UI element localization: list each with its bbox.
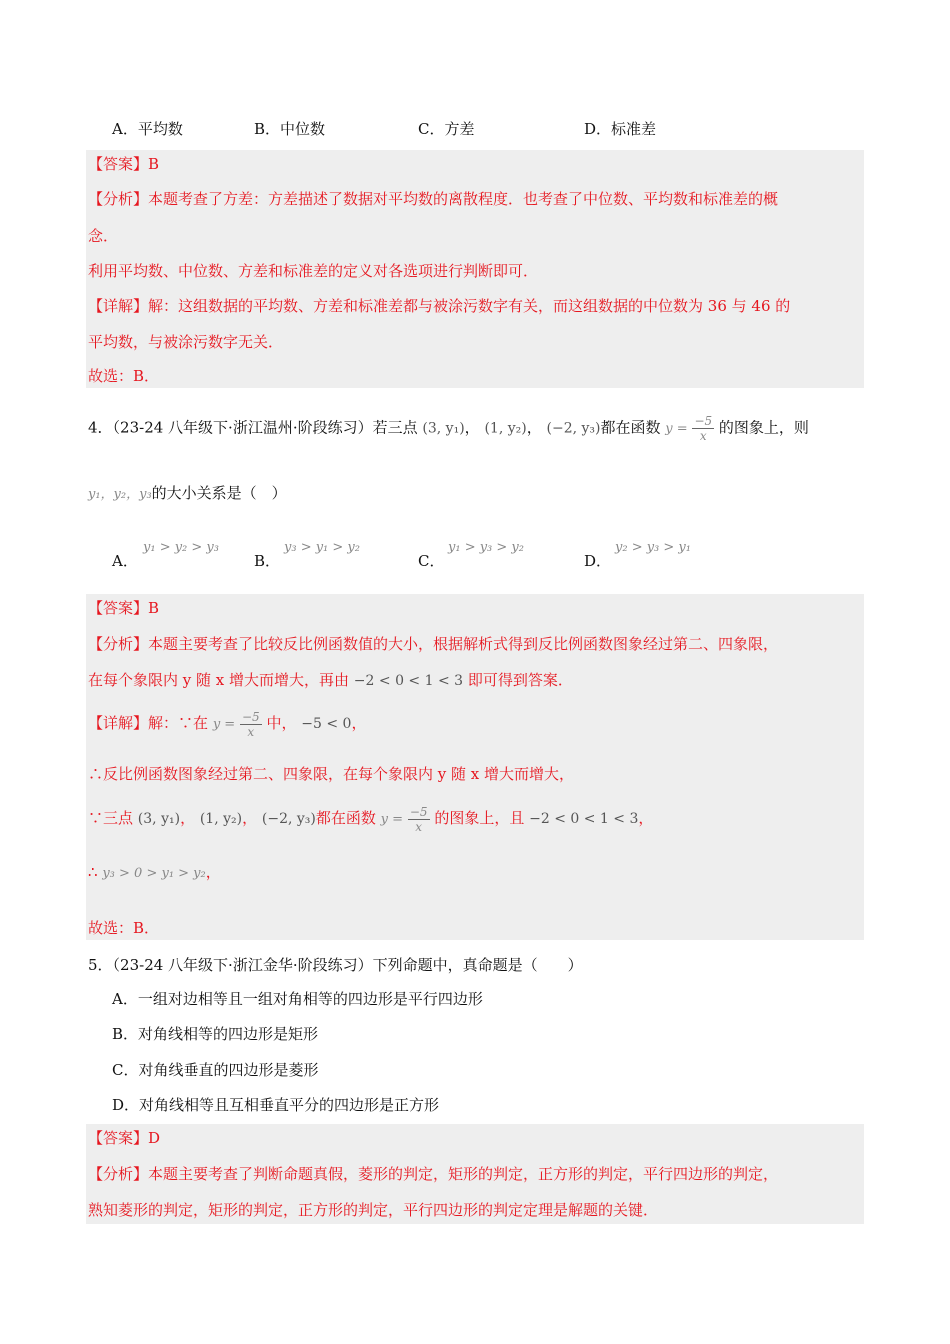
detail-point-1: (3, y₁) bbox=[137, 811, 181, 827]
q4-point-2: (1, y₂) bbox=[484, 420, 527, 437]
frac-den: x bbox=[247, 724, 255, 739]
q4-option-a-label: A． bbox=[112, 552, 138, 570]
answer-value: B bbox=[148, 155, 160, 173]
because-inequality: −2 < 0 < 1 < 3 bbox=[529, 811, 639, 827]
answer-value: B bbox=[148, 599, 160, 617]
q4-vars: y₁，y₂，y₃ bbox=[88, 487, 152, 502]
answer-tag: 【答案】 bbox=[88, 1129, 149, 1147]
detail-point-2: (1, y₂) bbox=[199, 811, 243, 827]
q4-answer-box bbox=[86, 594, 864, 940]
detail-point-3: (−2, y₃) bbox=[261, 811, 316, 827]
q4-option-a-expr: y₁ > y₂ > y₃ bbox=[143, 540, 219, 555]
q3-options bbox=[0, 118, 950, 148]
frac-den: x bbox=[415, 819, 423, 834]
frac-num: −5 bbox=[409, 804, 428, 819]
q5-analysis-line2: 熟知菱形的判定，矩形的判定，正方形的判定，平行四边形的判定定理是解题的关键． bbox=[88, 1201, 659, 1219]
frac-num: −5 bbox=[694, 414, 713, 428]
q4-option-d-label: D． bbox=[584, 552, 612, 570]
because-text-c: 的图象上，且 bbox=[434, 809, 525, 827]
analysis-tag: 【分析】 bbox=[88, 190, 149, 208]
q3-analysis-line3: 利用平均数、中位数、方差和标准差的定义对各选项进行判断即可． bbox=[88, 262, 539, 280]
answer-value: D bbox=[148, 1129, 161, 1147]
q3-analysis-line2: 念． bbox=[88, 227, 119, 245]
q4-option-b-expr: y₃ > y₁ > y₂ bbox=[284, 540, 360, 555]
detail-tag: 【详解】 bbox=[88, 714, 149, 732]
q5-option-b: B．对角线相等的四边形是矩形 bbox=[112, 1025, 319, 1043]
because-text-a: ∵三点 bbox=[88, 809, 134, 827]
q4-because-line2: ∵三点 (3, y₁)， (1, y₂)， (−2, y₃)都在函数 y = $\frac{-5}{x}$ 的图象上，且 −2 < 0 < 1 < 3， bbox=[88, 804, 654, 834]
frac-num: −5 bbox=[241, 709, 260, 724]
q4-therefore-line1: ∴反比例函数图象经过第二、四象限，在每个象限内 y 随 x 增大而增大， bbox=[88, 765, 575, 783]
q5-answer-line bbox=[88, 1128, 160, 1148]
q5-analysis-line1 bbox=[88, 1164, 778, 1184]
q4-function-fraction bbox=[692, 414, 714, 443]
q4-choose: 故选：B． bbox=[88, 919, 160, 937]
q5-option-c: C．对角线垂直的四边形是菱形 bbox=[112, 1061, 319, 1079]
q4-therefore-line2 bbox=[88, 862, 221, 884]
detail-text-b: 中， bbox=[266, 714, 297, 732]
frac-den: x bbox=[699, 429, 707, 443]
q4-option-b-label: B． bbox=[254, 552, 281, 570]
q5-answer-box bbox=[86, 1124, 864, 1224]
detail-text-a: 解：∵在 bbox=[148, 714, 209, 732]
answer-tag: 【答案】 bbox=[88, 155, 149, 173]
q5-number: 5． bbox=[88, 956, 113, 974]
q4-option-c-label: C． bbox=[418, 552, 445, 570]
analysis-text: 本题考查了方差：方差描述了数据对平均数的离散程度．也考查了中位数、平均数和标准差的概 bbox=[148, 190, 779, 208]
q4-point-1: (3, y₁) bbox=[422, 420, 465, 437]
analysis-text-b: 即可得到答案． bbox=[467, 671, 573, 689]
q4-detail-line1 bbox=[88, 706, 366, 742]
q4-options bbox=[0, 540, 950, 570]
analysis-text: 本题主要考查了比较反比例函数值的大小，根据解析式得到反比例函数图象经过第二、四象限， bbox=[148, 635, 779, 653]
result-tail: ， bbox=[205, 863, 221, 881]
q4-stem-a: 若三点 bbox=[372, 418, 418, 437]
because-text-b: 都在函数 bbox=[315, 809, 376, 827]
because-text-d: ， bbox=[638, 809, 654, 827]
q3-choose: 故选：B． bbox=[88, 367, 160, 385]
q3-option-a: A．平均数 bbox=[112, 120, 183, 138]
q4-option-c-expr: y₁ > y₃ > y₂ bbox=[448, 540, 524, 555]
q4-source: （23-24 八年级下·浙江温州·阶段练习） bbox=[112, 418, 373, 437]
detail-text: 解：这组数据的平均数、方差和标准差都与被涂污数字有关，而这组数据的中位数为 36 与 46 的 bbox=[148, 297, 791, 315]
q3-option-d: D．标准差 bbox=[584, 120, 657, 138]
therefore-symbol: ∴ bbox=[88, 863, 98, 881]
q4-stem-c: 的图象上，则 bbox=[718, 418, 809, 437]
q3-detail-line2: 平均数，与被涂污数字无关． bbox=[88, 333, 284, 351]
q5-stem-text: 下列命题中，真命题是（ ） bbox=[372, 956, 583, 974]
analysis-tag: 【分析】 bbox=[88, 1165, 149, 1183]
q4-stem-b: 都在函数 bbox=[600, 418, 661, 437]
detail-negative: −5 < 0 bbox=[301, 716, 352, 732]
q4-answer-line bbox=[88, 598, 159, 618]
q3-option-b: B．中位数 bbox=[254, 120, 326, 138]
q4-analysis-line1 bbox=[88, 634, 778, 654]
analysis-text: 本题主要考查了判断命题真假，菱形的判定，矩形的判定，正方形的判定，平行四边形的判定， bbox=[148, 1165, 779, 1183]
detail-function-lhs-2: y = bbox=[380, 812, 404, 827]
q5-source: （23-24 八年级下·浙江金华·阶段练习） bbox=[112, 956, 373, 974]
q3-option-c: C．方差 bbox=[418, 120, 475, 138]
q4-stem-d: 的大小关系是（ ） bbox=[151, 484, 287, 502]
q3-detail-line1 bbox=[88, 296, 790, 316]
q4-option-d-expr: y₂ > y₃ > y₁ bbox=[615, 540, 691, 555]
analysis-tag: 【分析】 bbox=[88, 635, 149, 653]
detail-function-fraction bbox=[240, 710, 262, 739]
q5-option-d: D．对角线相等且互相垂直平分的四边形是正方形 bbox=[112, 1096, 440, 1114]
detail-function-fraction-2 bbox=[408, 805, 430, 834]
q5-option-a: A．一组对边相等且一组对角相等的四边形是平行四边形 bbox=[112, 990, 483, 1008]
detail-function-lhs: y = bbox=[212, 717, 236, 732]
q4-function-lhs: y = bbox=[665, 421, 688, 437]
q4-point-3: (−2, y₃) bbox=[546, 420, 601, 437]
analysis-text-a: 在每个象限内 y 随 x 增大而增大，再由 bbox=[88, 671, 350, 689]
q4-number: 4． bbox=[88, 418, 113, 437]
q5-stem bbox=[88, 954, 583, 975]
answer-tag: 【答案】 bbox=[88, 599, 149, 617]
q4-stem-line2 bbox=[88, 482, 287, 503]
q4-analysis-line2 bbox=[88, 670, 573, 691]
q3-answer-line bbox=[88, 154, 159, 174]
detail-tag: 【详解】 bbox=[88, 297, 149, 315]
detail-text-c: ， bbox=[351, 714, 367, 732]
result-expression: y₃ > 0 > y₁ > y₂ bbox=[102, 866, 206, 881]
analysis-inequality: −2 < 0 < 1 < 3 bbox=[353, 673, 464, 689]
q3-answer-box bbox=[86, 150, 864, 388]
q4-stem-line1: 4．（23-24 八年级下·浙江温州·阶段练习）若三点 (3, y₁)， (1, y₂)， (−2, y₃)都在函数 y = $\frac{-5}{x}$ 的图象上，则 bbox=[88, 414, 809, 443]
q3-analysis-line1 bbox=[88, 189, 778, 209]
